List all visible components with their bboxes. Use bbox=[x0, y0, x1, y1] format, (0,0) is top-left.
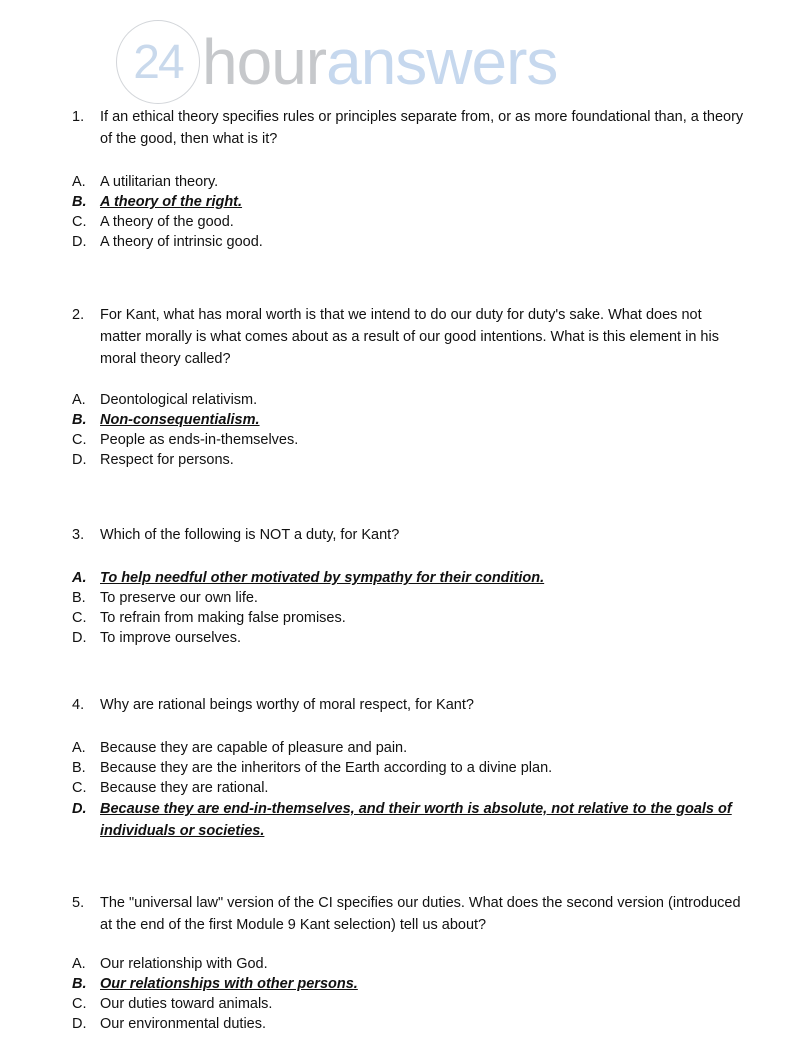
question-stem bbox=[72, 304, 744, 370]
option-c bbox=[72, 994, 744, 1014]
question-2 bbox=[72, 304, 744, 470]
question-number: 2. bbox=[72, 307, 85, 323]
option-letter: C. bbox=[72, 996, 87, 1012]
question-text: If an ethical theory specifies rules or principles separate from, or as more foundational than, a theory of the good, then what is it? bbox=[100, 109, 744, 147]
option-letter: C. bbox=[72, 610, 87, 626]
option-a bbox=[72, 172, 744, 192]
logo-badge: 24 bbox=[116, 20, 200, 104]
option-a bbox=[72, 738, 744, 758]
option-letter: B. bbox=[72, 590, 86, 606]
option-text: Our environmental duties. bbox=[100, 1016, 267, 1032]
option-letter: A. bbox=[72, 174, 86, 190]
option-c bbox=[72, 778, 744, 798]
option-letter: D. bbox=[72, 801, 87, 817]
option-b-correct bbox=[72, 192, 744, 212]
option-letter: C. bbox=[72, 780, 87, 796]
option-a bbox=[72, 390, 744, 410]
question-number: 5. bbox=[72, 895, 85, 911]
option-letter: C. bbox=[72, 432, 87, 448]
option-text: People as ends-in-themselves. bbox=[100, 432, 299, 448]
option-b bbox=[72, 758, 744, 778]
option-a bbox=[72, 954, 744, 974]
option-b-correct bbox=[72, 974, 744, 994]
option-b-correct bbox=[72, 410, 744, 430]
logo-word-hour: hour bbox=[202, 26, 327, 98]
option-letter: D. bbox=[72, 630, 87, 646]
option-letter: A. bbox=[72, 956, 86, 972]
option-d bbox=[72, 1014, 744, 1034]
question-stem bbox=[72, 892, 744, 936]
question-stem bbox=[72, 694, 744, 716]
question-number: 1. bbox=[72, 109, 85, 125]
question-number: 3. bbox=[72, 527, 85, 543]
option-d bbox=[72, 232, 744, 252]
option-letter: A. bbox=[72, 740, 86, 756]
option-text: Because they are the inheritors of the Earth according to a divine plan. bbox=[100, 760, 553, 776]
option-d bbox=[72, 450, 744, 470]
option-text: To help needful other motivated by sympathy for their condition. bbox=[100, 570, 545, 586]
option-text: A theory of the right. bbox=[100, 194, 243, 210]
option-text: To refrain from making false promises. bbox=[100, 610, 346, 626]
question-text: Why are rational beings worthy of moral respect, for Kant? bbox=[100, 697, 474, 713]
option-c bbox=[72, 212, 744, 232]
option-text: Because they are capable of pleasure and pain. bbox=[100, 740, 408, 756]
option-letter: B. bbox=[72, 760, 86, 776]
question-text: For Kant, what has moral worth is that we intend to do our duty for duty's sake. What does not matter morally is what comes about as a result of our good intentions. What is this element in his moral theory called? bbox=[100, 307, 719, 367]
question-4 bbox=[72, 694, 744, 842]
option-text: Deontological relativism. bbox=[100, 392, 258, 408]
option-text: Respect for persons. bbox=[100, 452, 234, 468]
option-d bbox=[72, 628, 744, 648]
option-text: A theory of the good. bbox=[100, 214, 234, 230]
option-a-correct bbox=[72, 568, 744, 588]
question-3 bbox=[72, 524, 744, 648]
option-text: A utilitarian theory. bbox=[100, 174, 219, 190]
option-letter: A. bbox=[72, 392, 86, 408]
site-logo bbox=[116, 22, 557, 102]
option-text: Because they are rational. bbox=[100, 780, 269, 796]
option-text: Our duties toward animals. bbox=[100, 996, 273, 1012]
option-d-correct bbox=[72, 798, 744, 842]
question-stem bbox=[72, 106, 744, 150]
option-b bbox=[72, 588, 744, 608]
option-letter: D. bbox=[72, 1016, 87, 1032]
option-letter: B. bbox=[72, 412, 87, 428]
option-letter: D. bbox=[72, 452, 87, 468]
option-text: To preserve our own life. bbox=[100, 590, 258, 606]
question-text: Which of the following is NOT a duty, for Kant? bbox=[100, 527, 400, 543]
option-text: Our relationship with God. bbox=[100, 956, 268, 972]
option-text: Our relationships with other persons. bbox=[100, 976, 358, 992]
option-c bbox=[72, 430, 744, 450]
question-number: 4. bbox=[72, 697, 85, 713]
option-letter: B. bbox=[72, 194, 87, 210]
option-text: Non-consequentialism. bbox=[100, 412, 260, 428]
logo-word-answers: answers bbox=[326, 26, 558, 98]
option-text: A theory of intrinsic good. bbox=[100, 234, 263, 250]
question-text: The "universal law" version of the CI specifies our duties. What does the second version (introduced at the end of the first Module 9 Kant selection) tell us about? bbox=[100, 895, 741, 933]
option-letter: D. bbox=[72, 234, 87, 250]
option-text: Because they are end-in-themselves, and their worth is absolute, not relative to the goals of individuals or societies. bbox=[100, 801, 732, 839]
question-stem bbox=[72, 524, 744, 546]
option-letter: C. bbox=[72, 214, 87, 230]
option-c bbox=[72, 608, 744, 628]
question-5 bbox=[72, 892, 744, 1034]
option-letter: B. bbox=[72, 976, 87, 992]
option-letter: A. bbox=[72, 570, 87, 586]
question-1 bbox=[72, 106, 744, 252]
option-text: To improve ourselves. bbox=[100, 630, 242, 646]
